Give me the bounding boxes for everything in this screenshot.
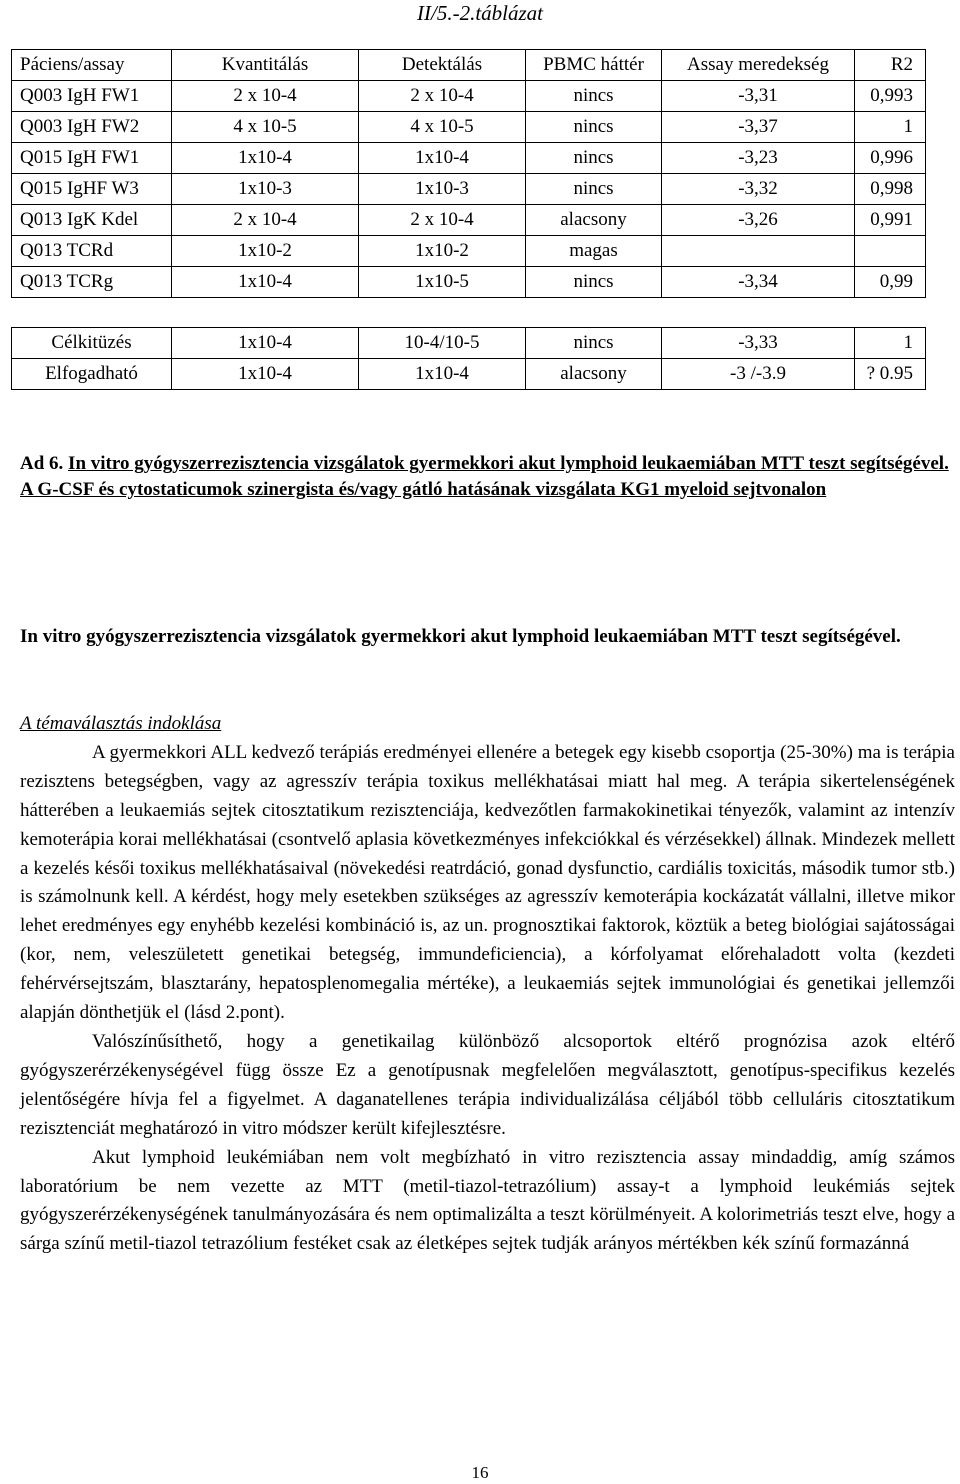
table-cell: 1 xyxy=(855,328,926,359)
table-cell: alacsony xyxy=(526,205,662,236)
table-cell: -3,37 xyxy=(662,112,855,143)
table-cell xyxy=(662,236,855,267)
table-header-cell: R2 xyxy=(855,50,926,81)
paragraph: Akut lymphoid leukémiában nem volt megbízható in vitro rezisztencia assay mindaddig, amíg számos laboratórium be nem vezette az MTT (metil-tiazol-tetrazólium) assay-t a lymphoid leukémiás sejtek gyógyszerérzékenységének tanulmányozására és nem optimalizálta a teszt körülményeit. A kolorimetriás teszt elve, hogy a sárga színű metil-tiazol tetrazólium festéket csak az életképes sejtek tudják arányos mértékben kék színű formazánná xyxy=(20,1146,955,1255)
table-cell: 1x10-5 xyxy=(359,267,526,298)
table-cell: Elfogadható xyxy=(12,359,172,390)
paragraph: Valószínűsíthető, hogy a genetikailag különböző alcsoportok eltérő prognózisa azok eltérő gyógyszerérzékenységével függ össze Ez a genotípusnak megfelelően megválasztott, genotípus-specifikus kezelés jelentőségére hívja fel a figyelmet. A daganatellenes terápia individualizálása céljából több celluláris citosztatikum rezisztenciát meghatározó in vitro módszer került kifejlesztésre. xyxy=(20,1030,955,1139)
main-heading: In vitro gyógyszerrezisztencia vizsgálatok gyermekkori akut lymphoid leukaemiában MTT teszt segítségével. xyxy=(20,626,901,647)
section-body xyxy=(20,710,955,1259)
table-spacer-row xyxy=(12,298,926,328)
ad6-prefix: Ad 6. xyxy=(20,453,69,474)
table-cell: -3,31 xyxy=(662,81,855,112)
table-cell: 1x10-3 xyxy=(172,174,359,205)
table-spacer-cell xyxy=(12,298,926,328)
table-cell: 1x10-4 xyxy=(359,359,526,390)
ad6-subtitle: A G-CSF és cytostaticumok szinergista és/vagy gátló hatásának vizsgálata KG1 myeloid sejtvonalon xyxy=(20,479,827,500)
table-cell: -3,32 xyxy=(662,174,855,205)
table-cell: 0,991 xyxy=(855,205,926,236)
table-cell: nincs xyxy=(526,143,662,174)
table-header-cell: PBMC háttér xyxy=(526,50,662,81)
table-cell: 4 x 10-5 xyxy=(359,112,526,143)
table-cell: 2 x 10-4 xyxy=(359,205,526,236)
table-row xyxy=(12,267,926,298)
table-cell: 10-4/10-5 xyxy=(359,328,526,359)
table-row xyxy=(12,81,926,112)
table-cell: 1x10-3 xyxy=(359,174,526,205)
ad6-line xyxy=(20,451,955,477)
table-cell: 1x10-2 xyxy=(359,236,526,267)
table-cell: Célkitüzés xyxy=(12,328,172,359)
table-cell: -3 /-3.9 xyxy=(662,359,855,390)
table-cell: 0,99 xyxy=(855,267,926,298)
table-summary-row xyxy=(12,328,926,359)
table-cell: 2 x 10-4 xyxy=(172,205,359,236)
table-cell: 1 xyxy=(855,112,926,143)
table-cell: -3,23 xyxy=(662,143,855,174)
ad6-heading xyxy=(20,451,955,503)
table-cell: Q003 IgH FW2 xyxy=(12,112,172,143)
table-cell: 4 x 10-5 xyxy=(172,112,359,143)
table-cell: Q003 IgH FW1 xyxy=(12,81,172,112)
table-cell: nincs xyxy=(526,328,662,359)
table-cell xyxy=(855,236,926,267)
table-cell: 2 x 10-4 xyxy=(359,81,526,112)
table-cell: 1x10-4 xyxy=(359,143,526,174)
table-cell: Q013 TCRg xyxy=(12,267,172,298)
table-cell: Q015 IgHF W3 xyxy=(12,174,172,205)
ad6-title: In vitro gyógyszerrezisztencia vizsgálatok gyermekkori akut lymphoid leukaemiában MTT teszt segítségével. xyxy=(68,453,949,474)
table-cell: nincs xyxy=(526,174,662,205)
table-cell: Q013 IgK Kdel xyxy=(12,205,172,236)
table-cell: nincs xyxy=(526,112,662,143)
table-summary-row xyxy=(12,359,926,390)
table-cell: -3,26 xyxy=(662,205,855,236)
paragraph: A gyermekkori ALL kedvező terápiás eredményei ellenére a betegek egy kisebb csoportja (25-30%) ma is terápia rezisztens betegségben, vagy az agresszív terápia toxikus mellékhatásai miatt hal meg. A terápia sikertelenségének hátterében a leukaemiás sejtek citosztatikum rezisztenciája, kedvezőtlen farmakokinetikai tényezők, valamint az intenzív kemoterápia korai mellékhatásai (csontvelő aplasia következményes infekciókkal és vérzésekkel) állnak. Mindezek mellett a kezelés késői toxikus mellékhatásaival (növekedési reatrdáció, gonad dysfunctio, cardiális toxicitás, második tumor stb.) is számolnunk kell. A kérdést, hogy mely esetekben szükséges az agresszív kemoterápia kockázatát vállalni, illetve mikor lehet eredményes egy enyhébb kezelési kombináció is, az un. prognosztikai faktorok, köztük a beteg biológiai sajátosságai (kor, nem, veleszületett genetikai betegség, immundeficiencia), a kórfolyamat előrehaladott volta (kezdeti fehérvérsejtszám, blasztarány, hepatosplenomegalia mértéke), a leukaemiás sejtek immunológiai és genetikai jellemzői alapján dönthetjük el (lásd 2.pont). xyxy=(20,741,955,1024)
table-cell: 1x10-4 xyxy=(172,143,359,174)
table-cell: nincs xyxy=(526,81,662,112)
table-cell: 0,996 xyxy=(855,143,926,174)
table-header-cell: Detektálás xyxy=(359,50,526,81)
table-header-cell: Assay meredekség xyxy=(662,50,855,81)
table-row xyxy=(12,143,926,174)
page-number: 16 xyxy=(471,1463,489,1482)
table-cell: -3,34 xyxy=(662,267,855,298)
table-row xyxy=(12,112,926,143)
table-row xyxy=(12,174,926,205)
table-cell: 1x10-4 xyxy=(172,328,359,359)
table-cell: 0,993 xyxy=(855,81,926,112)
table-cell: 1x10-2 xyxy=(172,236,359,267)
table-cell: nincs xyxy=(526,267,662,298)
table-cell: 0,998 xyxy=(855,174,926,205)
section-heading: A témaválasztás indoklása xyxy=(20,713,222,734)
table-cell: magas xyxy=(526,236,662,267)
table-cell: 1x10-4 xyxy=(172,359,359,390)
results-table xyxy=(11,49,926,390)
table-cell: Q015 IgH FW1 xyxy=(12,143,172,174)
table-cell: -3,33 xyxy=(662,328,855,359)
table-cell: Q013 TCRd xyxy=(12,236,172,267)
table-row xyxy=(12,236,926,267)
table-header-cell: Kvantitálás xyxy=(172,50,359,81)
table-cell: alacsony xyxy=(526,359,662,390)
table-header-row xyxy=(12,50,926,81)
table-header-cell: Páciens/assay xyxy=(12,50,172,81)
page-title: II/5.-2.táblázat xyxy=(417,1,543,25)
table-cell: ? 0.95 xyxy=(855,359,926,390)
table-cell: 1x10-4 xyxy=(172,267,359,298)
table-cell: 2 x 10-4 xyxy=(172,81,359,112)
table-row xyxy=(12,205,926,236)
